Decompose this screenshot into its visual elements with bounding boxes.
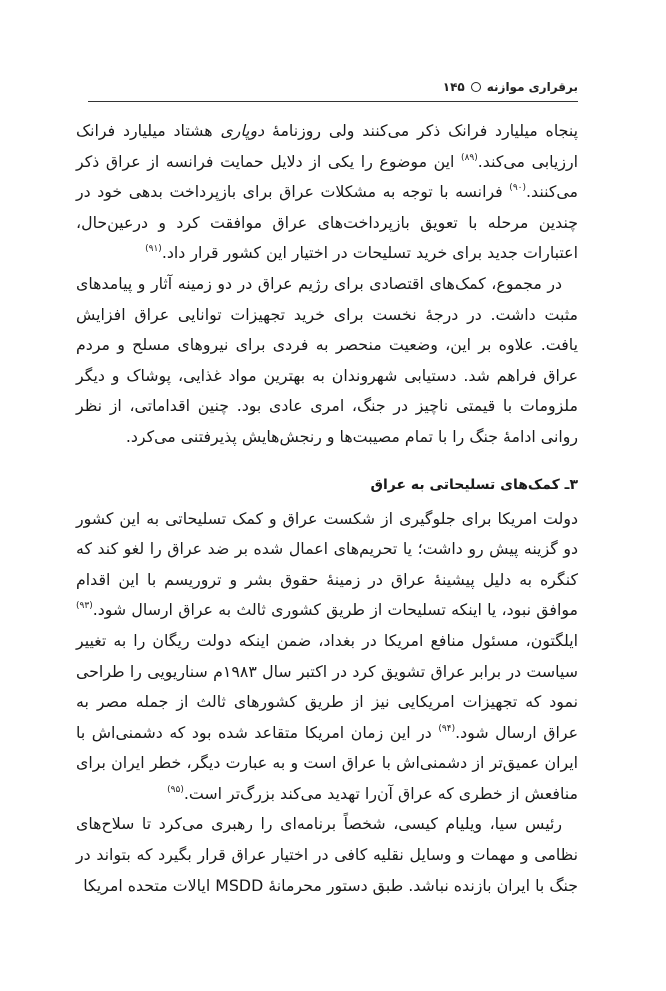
footnote-ref: (۹۵) bbox=[167, 784, 184, 795]
page-number: ۱۴۵ bbox=[442, 80, 465, 94]
footnote-ref: (۹۴) bbox=[438, 723, 456, 734]
footnote-ref: (۹۳) bbox=[76, 601, 93, 612]
running-header bbox=[88, 77, 578, 97]
section-paragraph-2: رئیس سیا، ویلیام کیسی، شخصاً برنامه‌ای را رهبری می‌کرد تا سلاح‌های نظامی و مهمات و وسایل نقلیه کافی در اختیار عراق قرار بگیرد که بتواند در جنگ با ایران بازنده نباشد. طبق دستور محرمانهٔ MSDD ایالات متحده امریکا bbox=[76, 814, 578, 895]
section-heading: ۳ـ کمک‌های تسلیحاتی به عراق bbox=[370, 476, 578, 493]
header-rule bbox=[88, 101, 578, 102]
paragraph-2: در مجموع، کمک‌های اقتصادی برای رژیم عراق در دو زمینه آثار و پیامدهای مثبت داشت. در درجهٔ نخست برای خرید تجهیزات توانایی عراق افزایش یافت. علاوه بر این، وضعیت منحصر به فردی برای نیروهای مسلح و مردم عراق فراهم شد. دستیابی شهروندان به بهترین مواد غذایی، پوشاک و دیگر ملزومات با قیمتی ناچیز در جنگ، امری عادی بود. چنین اقداماتی، از نظر روانی ادامهٔ جنگ را با تمام مصیبت‌ها و رنجش‌هایش پذیرفتنی می‌کرد. bbox=[76, 273, 578, 446]
footnote-ref: (۹۰) bbox=[509, 183, 526, 194]
footnote-ref: (۸۹) bbox=[461, 152, 478, 163]
footnote-ref: (۹۱) bbox=[145, 244, 162, 255]
paragraph-1: پنجاه میلیارد فرانک ذکر می‌کنند ولی روزنامهٔ دوپاری هشتاد میلیارد فرانک ارزیابی می‌کند.$^{(۸۹)}$ این موضوع را یکی از دلایل حمایت فرانسه از عراق ذکر می‌کنند.$^{(۹۰)}$ فرانسه با توجه به مشکلات عراق برای بازپرداخت بدهی خود در چندین مرحله با تعویق بازپرداخت‌های عراق موافقت کرد و درعین‌حال، اعتبارات جدید برای خرید تسلیحات در اختیار این کشور قرار داد.$^{(۹۱)}$ bbox=[76, 121, 578, 263]
section-paragraph-1: دولت امریکا برای جلوگیری از شکست عراق و کمک تسلیحاتی به این کشور دو گزینه پیش رو داشت؛ یا تحریم‌های اعمال شده بر ضد عراق را لغو کند که کنگره به دلیل پیشینهٔ عراق در زمینهٔ حقوق بشر و تروریسم با این اقدام موافق نبود، یا اینکه تسلیحات از طریق کشوری ثالث به عراق ارسال شود.$^{(۹۳)}$ ایلگتون، مسئول منافع امریکا در بغداد، ضمن اینکه دولت ریگان را به تغییر سیاست در برابر عراق تشویق کرد در اکتبر سال ۱۹۸۳م سناریویی را طراحی نمود که تجهیزات امریکایی نیز از طریق کشورهای ثالث از جمله مصر به عراق ارسال شود.$^{(۹۴)}$ در این زمان امریکا متقاعد شده بود که دشمنی‌اش با ایران عمیق‌تر از دشمنی‌اش با عراق است و به عبارت دیگر، خطر ایران برای منافعش از خطری که عراق آن‌را تهدید می‌کند بزرگ‌تر است.$^{(۹۵)}$ bbox=[76, 508, 579, 803]
newspaper-name: دوپاری bbox=[220, 121, 265, 140]
page-body bbox=[76, 116, 578, 901]
header-title: برقراری موازنه bbox=[486, 80, 578, 94]
circle-separator-icon bbox=[471, 82, 481, 92]
